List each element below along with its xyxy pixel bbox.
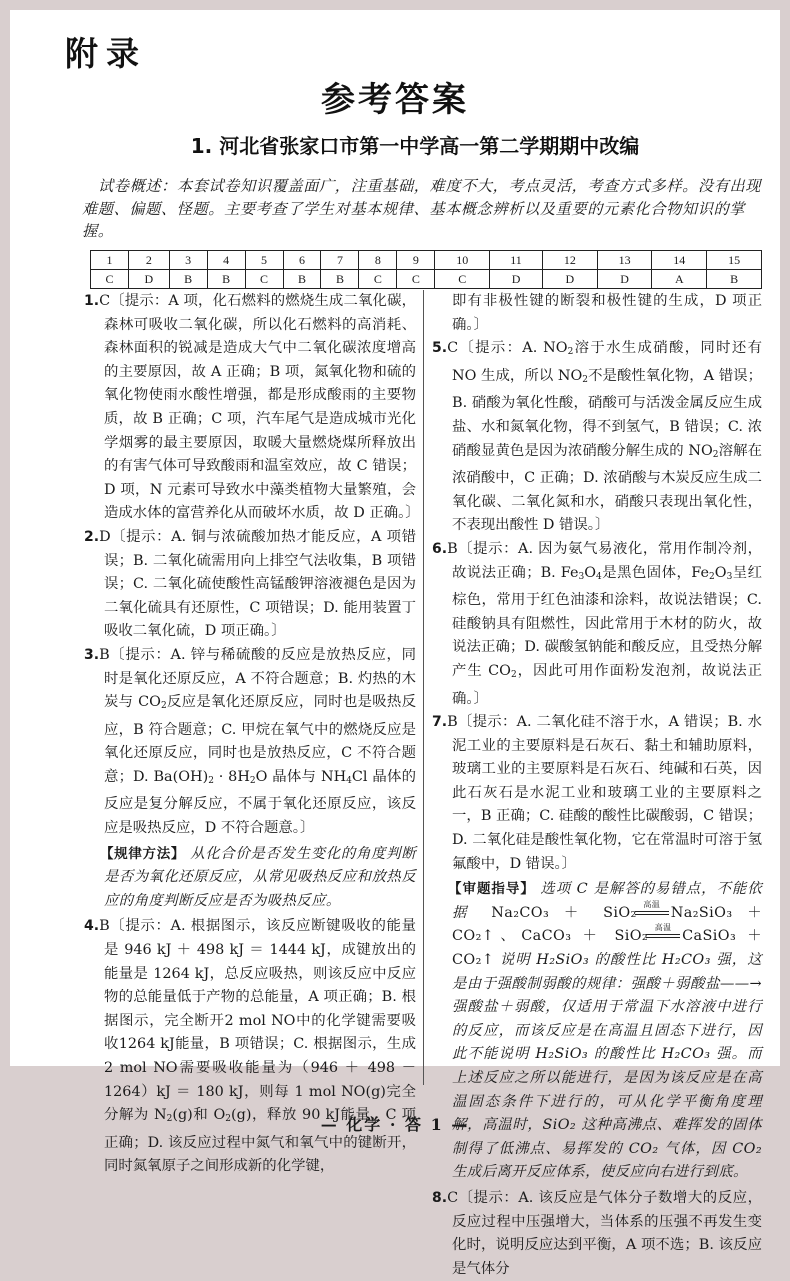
- question-number-cell: 6: [283, 251, 321, 270]
- item-text: 不是酸性氧化物，A 错误；B. 硝酸为氧化性酸，硝酸可与活泼金属反应生成盐、水和氮氧化物，得不到氢气，B 错误；C. 浓硝酸显黄色是因为浓硝酸分解生成的 NO: [452, 367, 762, 459]
- subscript: 4: [596, 571, 602, 582]
- left-column: [84, 290, 420, 1179]
- item-text: B〔提示：A. 二氧化硅不溶于水，A 错误；B. 水泥工业的主要原料是石灰石、黏土和辅助原料，玻璃工业的主要原料是石灰石、纯碱和石英，因此石灰石是水泥工业和玻璃工业的主要原料之一，B 正确；C. 硅酸的酸性比碳酸弱，C 错误；D. 二氧化硅是酸性氧化物，它在常温时可溶于氢氟酸中，D 错误。〕: [447, 714, 762, 872]
- item-text: 呈红棕色，常用于红色油漆和涂料，故说法错误；C. 硅酸钠具有阻燃性，因此常用于木材的防火，故说法正确；D. 碳酸氢钠能和酸反应，且受热分解产生 CO: [452, 564, 762, 679]
- equation-products: CaSiO₃ ＋ CO₂↑: [452, 928, 762, 969]
- answer-item-1: [84, 290, 420, 526]
- item-text: O: [584, 564, 597, 581]
- answer-table-numbers-row: [91, 251, 762, 270]
- subscript: 2: [225, 1114, 232, 1125]
- note-tag: 【规律方法】: [100, 845, 186, 862]
- answer-item-5: [432, 337, 762, 538]
- question-number-cell: 2: [128, 251, 169, 270]
- answer-cell: C: [435, 270, 490, 289]
- answer-table-answers-row: [91, 270, 762, 289]
- answer-cell: C: [91, 270, 129, 289]
- item-text: Cl 晶体的反应是复分解反应，不属于氧化还原反应，该反应是吸热反应，D 不符合题意。〕: [104, 768, 416, 837]
- answer-item-7: [432, 711, 762, 876]
- appendix-label: 附录: [65, 34, 147, 73]
- equation-products: Na₂SiO₃ ＋ CO₂↑、CaCO₃ ＋: [452, 904, 762, 945]
- subscript: 2: [249, 775, 256, 786]
- section-title: 1. 河北省张家口市第一中学高一第二学期期中改编: [190, 134, 640, 158]
- item-text: C〔提示：A. 该反应是气体分子数增大的反应，反应过程中压强增大，当体系的压强不再发生变化时，说明反应达到平衡，A 项不选；B. 该反应是气体分: [447, 1189, 762, 1277]
- question-number-cell: 14: [652, 251, 707, 270]
- item-text: 溶解在浓硝酸中，C 正确；D. 浓硝酸与木炭反应生成二氧化碳、二氧化氮和水，硝酸只表现出氧化性，不表现出酸性 D 错误。〕: [452, 442, 762, 534]
- item-number: 2.: [84, 528, 100, 545]
- item-text: O 晶体与 NH: [255, 768, 347, 785]
- question-number-cell: 13: [597, 251, 652, 270]
- note-intro: 选项 C 是解答的易错点，不能依据: [452, 881, 762, 921]
- question-number-cell: 10: [435, 251, 490, 270]
- item-text: B〔提示：A. 因为氨气易液化，常用作制冷剂，故说法正确；B. Fe: [447, 540, 762, 581]
- column-divider: [423, 290, 424, 1085]
- reaction-arrow: [648, 925, 682, 949]
- question-number-cell: 5: [245, 251, 283, 270]
- item-text: 是黑色固体，Fe: [601, 564, 710, 581]
- question-number-cell: 4: [207, 251, 245, 270]
- item-text: B〔提示：A. 锌与稀硫酸的反应是放热反应，同时是氧化还原反应，A 不符合题意；B. 灼热的木炭与 CO: [99, 646, 416, 711]
- exam-overview: 试卷概述：本套试卷知识覆盖面广，注重基础，难度不大，考点灵活，考查方式多样。没有出现难题、偏题、怪题。主要考查了学生对基本规律、基本概念辨析以及重要的元素化合物知识的掌握。: [82, 177, 762, 240]
- item-text: · 8H: [213, 768, 250, 785]
- question-number-cell: 15: [707, 251, 762, 270]
- answer-cell: D: [542, 270, 597, 289]
- reaction-condition: 高温: [643, 899, 661, 909]
- subscript: 2: [582, 374, 589, 385]
- item-number: 3.: [84, 646, 100, 663]
- item-text: C〔提示：A 项，化石燃料的燃烧生成二氧化碳，森林可吸收二氧化碳，所以化石燃料的高消耗、森林面积的锐减是造成大气中二氧化碳浓度增高的主要原因，故 A 正确；B 项，氮氧化物和硫的氧化物使雨水酸性增强，都是形成酸雨的主要物质，故 B 正确；C 项，汽车尾气是造成城市光化学烟雾的最主要原因，取暖大量燃烧煤所释放出的有害气体可导致酸雨和温室效应，故 C 错误；D 项，N 元素可导致水中藻类植物大量繁殖，会造成水体的富营养化从而破坏水质，故 D 正确。〕: [99, 293, 420, 522]
- item-number: 4.: [84, 918, 100, 935]
- question-number-cell: 3: [169, 251, 207, 270]
- answer-cell: C: [245, 270, 283, 289]
- subscript: 2: [712, 449, 719, 460]
- main-title: 参考答案: [321, 80, 469, 120]
- item-text: 溶于水生成硝酸，同时还有 NO 生成，所以 NO: [452, 340, 762, 384]
- item-text: O: [714, 564, 727, 581]
- subscript: 3: [578, 571, 585, 582]
- item-number: 8.: [432, 1189, 448, 1206]
- subscript: 2: [567, 347, 574, 358]
- subscript: 4: [346, 775, 352, 786]
- answer-item-3: [84, 644, 416, 841]
- note-text: 说明 H₂SiO₃ 的酸性比 H₂CO₃ 强，这是由于强酸制弱酸的规律：强酸＋弱酸盐——→强酸盐＋弱酸，仅适用于常温下水溶液中进行的反应，而该反应是在高温且固态下进行，因此不能说明 H₂SiO₃ 的酸性比 H₂CO₃ 强。而上述反应之所以能进行，是因为该反应是在高温固态条件下进行的，可从化学平衡角度理解，高温时，SiO₂ 这种高沸点、难挥发的固体制得了低沸点、易挥发的 CO₂ 气体，因 CO₂ 生成后离开反应体系，使反应向右进行到底。: [452, 952, 763, 1181]
- question-number-cell: 1: [91, 251, 129, 270]
- answer-table: [90, 250, 762, 289]
- subscript: 3: [726, 571, 733, 582]
- subscript: 2: [510, 669, 517, 680]
- equation-reactants: SiO₂: [614, 928, 649, 945]
- item-text: 反应是氧化还原反应，同时也是吸热反应，B 符合题意；C. 甲烷在氧气中的燃烧反应是氧化还原反应，同时也是放热反应，C 不符合题意；D. Ba(OH): [104, 694, 416, 785]
- answer-cell: B: [283, 270, 321, 289]
- item-text: C〔提示：A. NO: [447, 340, 568, 357]
- note-text: 从化合价是否发生变化的角度判断是否为氧化还原反应，从常见吸热反应和放热反应的角度判断反应是否为吸热反应。: [104, 845, 416, 909]
- rule-method-note: [84, 843, 416, 914]
- answer-cell: D: [597, 270, 652, 289]
- answer-cell: B: [321, 270, 359, 289]
- answer-cell: B: [169, 270, 207, 289]
- answer-item-4-continued: 即有非极性键的断裂和极性键的生成，D 项正确。〕: [452, 293, 762, 333]
- answer-cell: D: [490, 270, 543, 289]
- answer-item-8: [432, 1187, 762, 1281]
- item-text: (g)，释放 90 kJ能量，C 项正确；D. 该反应过程中氮气和氧气中的键断开，同时氮氧原子之间形成新的化学键，: [104, 1107, 416, 1175]
- subscript: 2: [208, 775, 214, 786]
- answer-item-4: [84, 915, 416, 1179]
- item-text: (g)和 O: [172, 1107, 226, 1124]
- subscript: 2: [709, 571, 715, 582]
- item-number: 7.: [432, 714, 448, 731]
- question-number-cell: 11: [490, 251, 543, 270]
- answer-cell: C: [359, 270, 397, 289]
- reaction-condition: 高温: [654, 923, 672, 933]
- question-number-cell: 7: [321, 251, 359, 270]
- answer-item-2: [84, 526, 416, 644]
- subscript: 2: [160, 701, 167, 712]
- question-number-cell: 9: [397, 251, 435, 270]
- question-number-cell: 12: [542, 251, 597, 270]
- item-text: B〔提示：A. 根据图示，该反应断键吸收的能量是 946 kJ ＋ 498 kJ ＝ 1444 kJ，成键放出的能量是 1264 kJ，总反应吸热，则该反应中反应物的总能量低于产物的总能量，A 项正确；B. 根据图示，完全断开2 mol NO中的化学键需要吸收1264 kJ能量，B 项错误；C. 根据图示，生成2 mol NO需要吸收能量为（946 ＋ 498 － 1264）kJ ＝ 180 kJ，则每 1 mol NO(g)完全分解为 N: [99, 918, 416, 1124]
- item-number: 6.: [432, 540, 448, 557]
- answer-item-6: [432, 538, 762, 711]
- item-text: ，因此可用作面粉发泡剂，故说法正确。〕: [452, 662, 762, 707]
- page-footer: — 化学 · 答 1 —: [320, 1115, 470, 1134]
- note-tag: 【审题指导】: [448, 881, 535, 898]
- question-number-cell: 8: [359, 251, 397, 270]
- item-number: 5.: [432, 340, 448, 357]
- item-text: D〔提示：A. 铜与浓硫酸加热才能反应，A 项错误；B. 二氧化硫需用向上排空气法收集，B 项错误；C. 二氧化硫使酸性高锰酸钾溶液褪色是因为二氧化硫具有还原性，C 项错误；D. 能用装置丁吸收二氧化硫，D 项正确。〕: [99, 528, 416, 640]
- answer-cell: B: [207, 270, 245, 289]
- answer-cell: C: [397, 270, 435, 289]
- item-number: 1.: [84, 293, 100, 309]
- equation-reactants: Na₂CO₃ ＋ SiO₂: [491, 904, 637, 921]
- answer-cell: B: [707, 270, 762, 289]
- subscript: 2: [166, 1114, 173, 1125]
- answer-cell: D: [128, 270, 169, 289]
- review-guide-note: [432, 878, 762, 1185]
- answer-cell: A: [652, 270, 707, 289]
